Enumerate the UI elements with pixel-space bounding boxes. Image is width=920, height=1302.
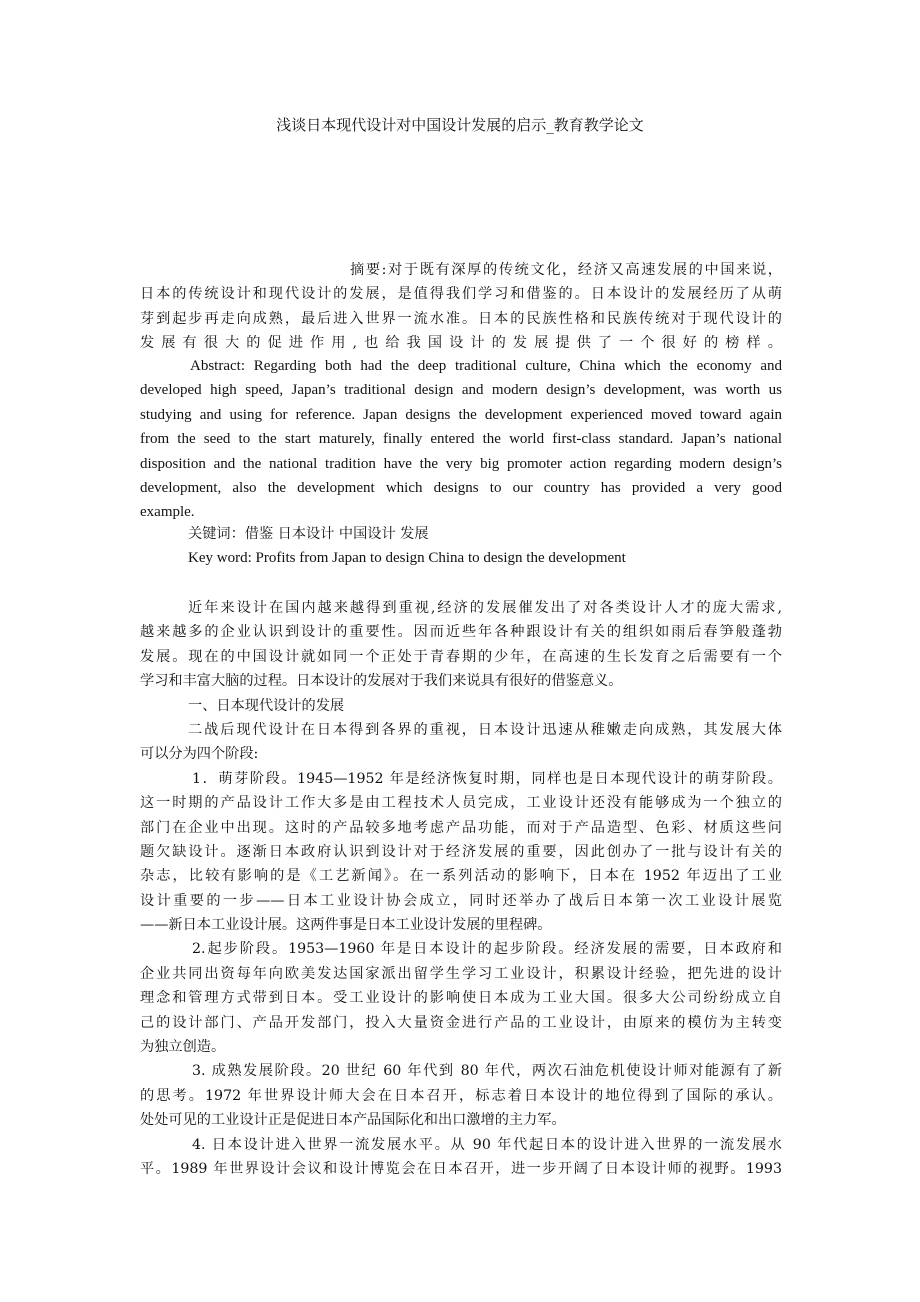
intro-line: 学习和丰富大脑的过程。日本设计的发展对于我们来说具有很好的借鉴意义。	[140, 673, 623, 690]
stage1-line: 设计重要的一步——日本工业设计协会成立，同时还举办了战后日本第一次工业设计展览	[140, 892, 782, 909]
stage4-line: 4. 日本设计进入世界一流发展水平。从 90 年代起日本的设计进入世界的一流发展水	[192, 1136, 782, 1153]
stage2-line: 己的设计部门、产品开发部门，投入大量资金进行产品的工业设计，由原来的模仿为主转变	[140, 1014, 782, 1031]
abstract-cn-line: 发展有很大的促进作用,也给我国设计的发展提供了一个很好的榜样。	[140, 335, 782, 352]
abstract-en-line: Abstract: Regarding both had the deep traditional culture, China which the economy and	[190, 358, 782, 374]
keywords	[140, 522, 782, 571]
keywords-cn: 关键词：借鉴 日本设计 中国设计 发展	[188, 526, 429, 542]
stage2-line: 2.起步阶段。1953—1960 年是日本设计的起步阶段。经济发展的需要，日本政府和	[192, 941, 782, 958]
document-title: 浅谈日本现代设计对中国设计发展的启示_教育教学论文	[276, 116, 644, 134]
body-text	[140, 596, 782, 1181]
stage1-line: 杂志，比较有影响的是《工艺新闻》。在一系列活动的影响下，日本在 1952 年迈出了工业	[140, 868, 782, 885]
stage1-line: 1．萌芽阶段。1945—1952 年是经济恢复时期，同样也是日本现代设计的萌芽阶段。	[192, 770, 782, 787]
intro-line: 近年来设计在国内越来越得到重视,经济的发展催发出了对各类设计人才的庞大需求,	[188, 600, 782, 616]
intro-line: 越来越多的企业认识到设计的重要性。因而近些年各种跟设计有关的组织如雨后春笋般蓬勃	[140, 624, 782, 641]
stage1-line: 这一时期的产品设计工作大多是由工程技术人员完成，工业设计还没有能够成为一个独立的	[140, 795, 782, 812]
stage4-line: 平。1989 年世界设计会议和设计博览会在日本召开，进一步开阔了日本设计师的视野。1993	[140, 1160, 782, 1177]
abstract-en	[140, 354, 782, 525]
abstract-en-line: disposition and the national tradition have the very big promoter action regarding modern design’s	[140, 455, 782, 472]
abstract-en-line: studying and using for reference. Japan designs the development experienced moved toward again	[140, 406, 782, 423]
abstract-cn-line: 日本的传统设计和现代设计的发展，是值得我们学习和借鉴的。日本设计的发展经历了从萌	[140, 286, 782, 303]
stage1-line: ——新日本工业设计展。这两件事是日本工业设计发展的里程碑。	[140, 917, 552, 934]
stage2-line: 为独立创造。	[140, 1039, 226, 1056]
keywords-en: Key word: Profits from Japan to design China to design the development	[188, 550, 626, 567]
abstract-en-line: development, also the development which designs to our country has provided a very good	[140, 479, 782, 496]
abstract-cn-line: 芽到起步再走向成熟，最后进入世界一流水准。日本的民族性格和民族传统对于现代设计的	[140, 310, 782, 327]
intro-line: 发展。现在的中国设计就如同一个正处于青春期的少年，在高速的生长发育之后需要有一个	[140, 648, 782, 665]
stage3-line: 的思考。1972 年世界设计师大会在日本召开，标志着日本设计的地位得到了国际的承认。	[140, 1087, 782, 1104]
section-intro-line: 二战后现代设计在日本得到各界的重视，日本设计迅速从稚嫩走向成熟，其发展大体	[188, 721, 782, 738]
section-intro-line: 可以分为四个阶段:	[140, 746, 259, 763]
stage2-line: 理念和管理方式带到日本。受工业设计的影响使日本成为工业大国。很多大公司纷纷成立自	[140, 990, 782, 1007]
section-heading: 一、日本现代设计的发展	[188, 697, 345, 714]
stage1-line: 部门在企业中出现。这时的产品较多地考虑产品功能，而对于产品造型、色彩、材质这些问	[140, 819, 782, 836]
stage2-line: 企业共同出资每年向欧美发达国家派出留学生学习工业设计，积累设计经验，把先进的设计	[140, 965, 782, 982]
stage1-line: 题欠缺设计。逐渐日本政府认识到设计对于经济发展的重要，因此创办了一批与设计有关的	[140, 843, 782, 860]
stage3-line: 3. 成熟发展阶段。20 世纪 60 年代到 80 年代，两次石油危机使设计师对能源有了新	[192, 1063, 782, 1080]
abstract-en-line: from the seed to the start maturely, finally entered the world first-class standard. Japan’s national	[140, 431, 782, 448]
abstract-en-line: example.	[140, 504, 195, 521]
stage3-line: 处处可见的工业设计正是促进日本产品国际化和出口激增的主力军。	[140, 1112, 566, 1129]
abstract-en-line: developed high speed, Japan’s traditional design and modern design’s development, was worth us	[140, 382, 782, 399]
abstract-cn-line: 摘要:对于既有深厚的传统文化，经济又高速发展的中国来说，	[350, 262, 782, 278]
abstract-cn	[140, 258, 782, 356]
